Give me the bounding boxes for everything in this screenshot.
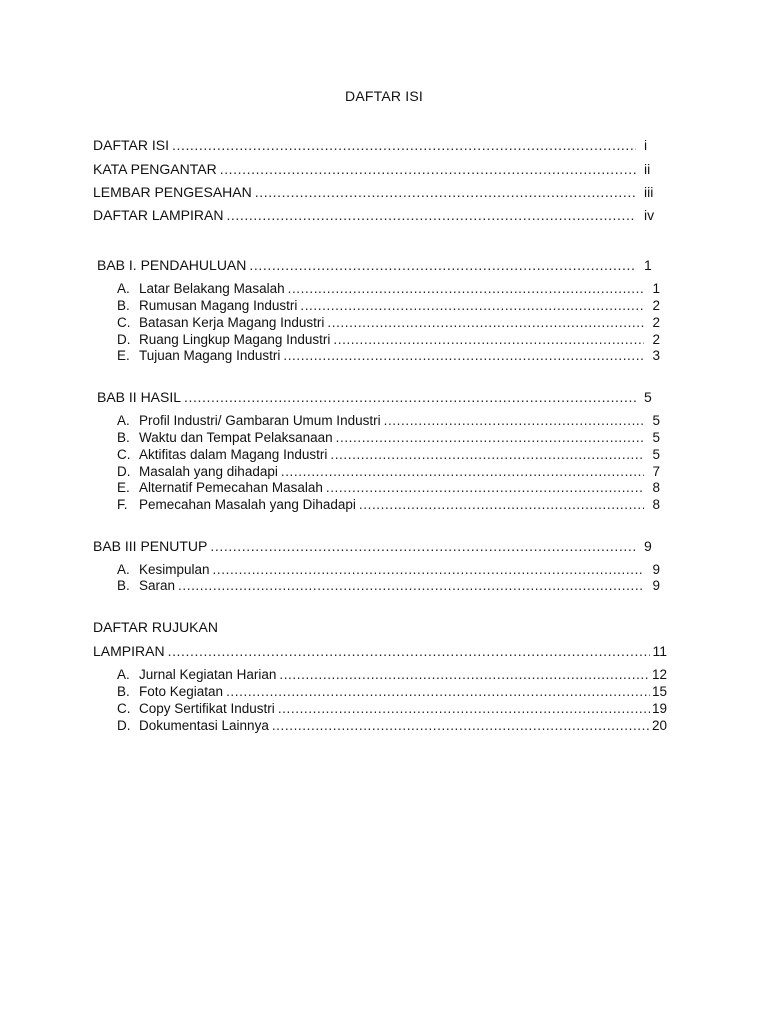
subentry-label: Waktu dan Tempat Pelaksanaan — [139, 430, 333, 445]
dot-leader — [359, 496, 645, 513]
toc-entry-label: DAFTAR ISI — [93, 137, 169, 153]
subentry-marker: F. — [117, 497, 128, 512]
subentry-label: Alternatif Pemecahan Masalah — [139, 480, 323, 495]
chapter-label: BAB II HASIL — [97, 389, 182, 405]
subentry-label: Tujuan Magang Industri — [139, 348, 281, 363]
toc-entry-label: DAFTAR LAMPIRAN — [93, 207, 224, 223]
dot-leader — [226, 206, 636, 224]
dot-leader — [226, 683, 650, 700]
subentry-label: Kesimpulan — [139, 562, 210, 577]
subentry-marker: B. — [117, 578, 130, 593]
toc-entry-page: ii — [644, 161, 651, 177]
subentry-page: 2 — [652, 332, 660, 347]
dot-leader — [283, 347, 644, 364]
toc-subentry — [117, 297, 660, 314]
toc-entry-label: DAFTAR RUJUKAN — [93, 619, 218, 635]
subentry-page: 1 — [652, 281, 660, 296]
chapter-label: LAMPIRAN — [93, 643, 165, 659]
chapter-page: 9 — [644, 538, 652, 554]
toc-subentry — [117, 577, 660, 594]
subentry-label: Foto Kegiatan — [139, 684, 224, 699]
toc-subentry — [117, 479, 660, 496]
toc-entry-page: i — [644, 137, 648, 153]
dot-leader — [326, 479, 645, 496]
toc-subentry — [117, 666, 667, 683]
dot-leader — [172, 136, 636, 154]
dot-leader — [220, 160, 636, 178]
chapter-page: 1 — [644, 257, 652, 273]
dot-leader — [255, 183, 636, 201]
dot-leader — [330, 446, 644, 463]
subentry-page: 5 — [652, 447, 660, 462]
toc-subentry — [117, 700, 667, 717]
chapter-page: 11 — [652, 643, 667, 659]
toc-subentry — [117, 717, 667, 734]
subentry-marker: B. — [117, 684, 130, 699]
subentry-label: Pemecahan Masalah yang Dihadapi — [139, 497, 356, 512]
subentry-label: Copy Sertifikat Industri — [139, 701, 275, 716]
subentry-marker: B. — [117, 430, 130, 445]
subentry-page: 12 — [651, 667, 667, 682]
subentry-marker: A. — [117, 413, 130, 428]
toc-entry-page: iv — [644, 207, 655, 223]
subentry-marker: A. — [117, 667, 130, 682]
toc-subentry — [117, 331, 660, 348]
dot-leader — [210, 537, 636, 555]
subentry-label: Masalah yang dihadapi — [139, 464, 278, 479]
dot-leader — [178, 577, 644, 594]
toc-subentry — [117, 463, 660, 480]
subentry-page: 8 — [652, 497, 660, 512]
subentry-marker: D. — [117, 464, 131, 479]
dot-leader — [213, 561, 645, 578]
subentry-label: Latar Belakang Masalah — [139, 281, 285, 296]
subentry-marker: C. — [117, 701, 131, 716]
subentry-marker: A. — [117, 281, 130, 296]
dot-leader — [336, 429, 645, 446]
subentry-page: 9 — [652, 562, 660, 577]
dot-leader — [168, 642, 651, 660]
subentry-label: Profil Industri/ Gambaran Umum Industri — [139, 413, 381, 428]
subentry-page: 19 — [651, 701, 667, 716]
chapter-heading — [97, 388, 660, 406]
toc-subentry — [117, 412, 660, 429]
toc-subentry — [117, 280, 660, 297]
dot-leader — [288, 280, 645, 297]
chapter-heading — [97, 256, 660, 274]
dot-leader — [281, 463, 645, 480]
subentry-page: 7 — [652, 464, 660, 479]
toc-entry — [93, 136, 660, 154]
subentry-page: 3 — [652, 348, 660, 363]
subentry-marker: D. — [117, 718, 131, 733]
subentry-marker: E. — [117, 348, 130, 363]
subentry-label: Ruang Lingkup Magang Industri — [139, 332, 331, 347]
toc-subentry — [117, 429, 660, 446]
subentry-label: Saran — [139, 578, 176, 593]
chapter-heading — [93, 642, 667, 660]
subentry-page: 2 — [652, 298, 660, 313]
dot-leader — [333, 331, 644, 348]
toc-subentry — [117, 561, 660, 578]
toc-subentry — [117, 347, 660, 364]
dot-leader — [300, 297, 644, 314]
toc-entry-label: KATA PENGANTAR — [93, 161, 217, 177]
chapter-page: 5 — [644, 389, 652, 405]
subentry-marker: C. — [117, 447, 131, 462]
toc-entry-label: LEMBAR PENGESAHAN — [93, 184, 252, 200]
subentry-marker: D. — [117, 332, 131, 347]
subentry-page: 5 — [652, 413, 660, 428]
chapter-heading — [93, 537, 660, 555]
toc-entry-rujukan — [93, 618, 660, 636]
toc-subentry — [117, 446, 660, 463]
subentry-page: 8 — [652, 480, 660, 495]
dot-leader — [384, 412, 645, 429]
page-title: DAFTAR ISI — [345, 88, 423, 104]
subentry-page: 5 — [652, 430, 660, 445]
dot-leader — [272, 717, 650, 734]
subentry-page: 20 — [651, 718, 667, 733]
toc-entry — [93, 183, 660, 201]
subentry-page: 15 — [651, 684, 667, 699]
dot-leader — [279, 666, 650, 683]
toc-subentry — [117, 314, 660, 331]
subentry-marker: C. — [117, 315, 131, 330]
subentry-page: 9 — [652, 578, 660, 593]
subentry-label: Aktifitas dalam Magang Industri — [139, 447, 328, 462]
subentry-label: Dokumentasi Lainnya — [139, 718, 269, 733]
toc-entry — [93, 206, 660, 224]
toc-entry-page: iii — [644, 184, 654, 200]
dot-leader — [184, 388, 636, 406]
subentry-page: 2 — [652, 315, 660, 330]
toc-entry — [93, 160, 660, 178]
subentry-label: Batasan Kerja Magang Industri — [139, 315, 325, 330]
subentry-marker: B. — [117, 298, 130, 313]
subentry-label: Jurnal Kegiatan Harian — [139, 667, 277, 682]
chapter-label: BAB III PENUTUP — [93, 538, 208, 554]
subentry-marker: E. — [117, 480, 130, 495]
subentry-label: Rumusan Magang Industri — [139, 298, 298, 313]
dot-leader — [249, 256, 636, 274]
chapter-label: BAB I. PENDAHULUAN — [97, 257, 247, 273]
toc-subentry — [117, 496, 660, 513]
dot-leader — [278, 700, 650, 717]
dot-leader — [327, 314, 644, 331]
subentry-marker: A. — [117, 562, 130, 577]
toc-subentry — [117, 683, 667, 700]
